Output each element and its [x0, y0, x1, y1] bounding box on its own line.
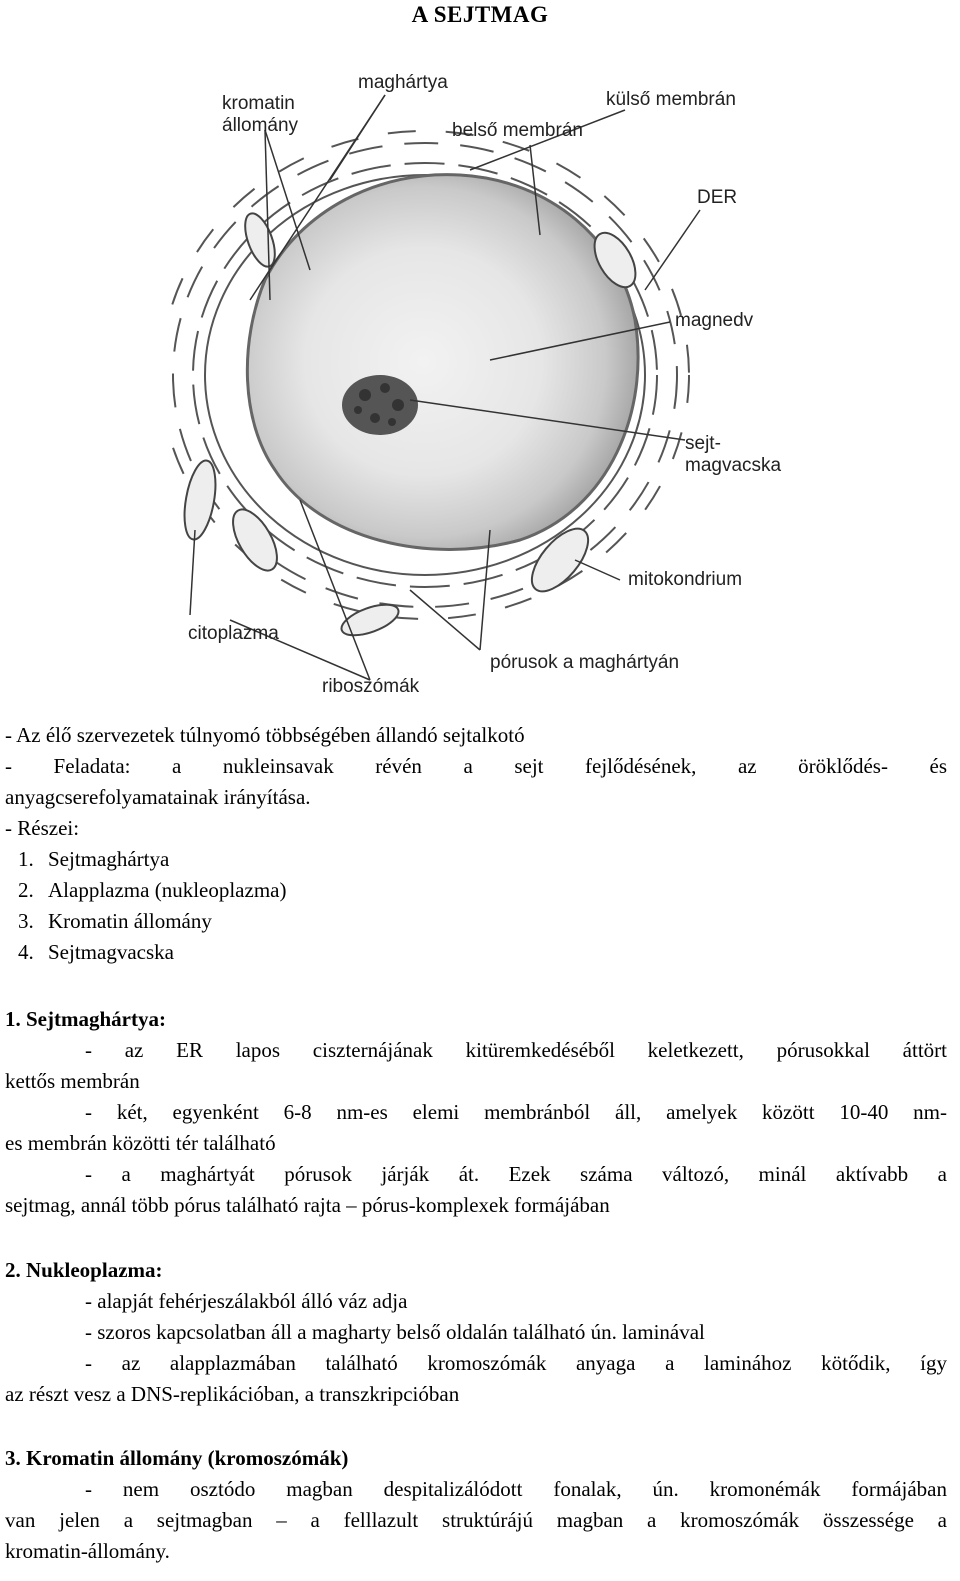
nucleolus	[342, 375, 418, 435]
label-kulso-membran: külső membrán	[606, 89, 736, 110]
label-magnedv: magnedv	[675, 310, 754, 331]
paragraph-line: - az ER lapos ciszternájának kitüremkedéséből keletkezett, pórusokkal áttört	[85, 1038, 947, 1062]
label-sejtmagvacska: sejt- magvacska	[685, 433, 782, 476]
label-kromatin: kromatin állomány	[222, 93, 299, 136]
intro-line: anyagcserefolyamatainak irányítása.	[5, 785, 311, 809]
paragraph-line: es membrán közötti tér található	[5, 1131, 276, 1155]
section-heading: 1. Sejtmaghártya:	[5, 1007, 166, 1031]
paragraph-line: az részt vesz a DNS-replikációban, a transzkripcióban	[5, 1382, 460, 1406]
intro-line: - Az élő szervezetek túlnyomó többségében állandó sejtalkotó	[5, 723, 525, 747]
paragraph-line: - szoros kapcsolatban áll a magharty belső oldalán található ún. laminával	[85, 1320, 705, 1344]
section-heading: 3. Kromatin állomány (kromoszómák)	[5, 1446, 349, 1470]
label-mitokondrium: mitokondrium	[628, 569, 743, 590]
parts-list-item: 4. Sejtmagvacska	[18, 940, 174, 964]
paragraph-line: - két, egyenként 6-8 nm-es elemi membránból áll, amelyek között 10-40 nm-	[85, 1100, 947, 1124]
section-sejtmaghartya	[5, 1004, 947, 1221]
cell-nucleus-diagram	[170, 60, 800, 700]
paragraph-line: - a maghártyát pórusok járják át. Ezek száma változó, minál aktívabb a	[85, 1162, 947, 1186]
intro-line: - Részei:	[5, 816, 80, 840]
parts-list-item: 2. Alapplazma (nukleoplazma)	[18, 878, 287, 902]
section-heading: 2. Nukleoplazma:	[5, 1258, 163, 1282]
paragraph-line: sejtmag, annál több pórus található rajta – pórus-komplexek formájában	[5, 1193, 610, 1217]
parts-list-item: 1. Sejtmaghártya	[18, 847, 170, 871]
label-der: DER	[697, 187, 738, 208]
intro-line: - Feladata: a nukleinsavak révén a sejt fejlődésének, az öröklődés- és	[5, 754, 947, 778]
section-kromatin	[5, 1443, 947, 1567]
label-maghartya: maghártya	[358, 72, 448, 93]
label-belso-membran: belső membrán	[452, 120, 583, 141]
paragraph-line: - nem osztódo magban despitalizálódott fonalak, ún. kromonémák formájában	[85, 1477, 947, 1501]
section-nukleoplazma	[5, 1255, 947, 1410]
nucleus-illustration	[170, 60, 800, 700]
paragraph-line: - az alapplazmában található kromoszómák anyaga a laminához kötődik, így	[85, 1351, 947, 1375]
label-citoplazma: citoplazma	[188, 623, 279, 644]
label-riboszomak: riboszómák	[322, 676, 420, 697]
parts-list-item: 3. Kromatin állomány	[18, 909, 212, 933]
nucleus-body	[247, 175, 638, 550]
paragraph-line: - alapját fehérjeszálakból álló váz adja	[85, 1289, 408, 1313]
page-title: A SEJTMAG	[411, 2, 549, 27]
paragraph-line: kromatin-állomány.	[5, 1539, 170, 1563]
intro-block	[5, 720, 947, 968]
paragraph-line: kettős membrán	[5, 1069, 140, 1093]
paragraph-line: van jelen a sejtmagban – a felllazult struktúrájú magban a kromoszómák összessége a	[5, 1508, 947, 1532]
label-porusok: pórusok a maghártyán	[490, 652, 680, 673]
